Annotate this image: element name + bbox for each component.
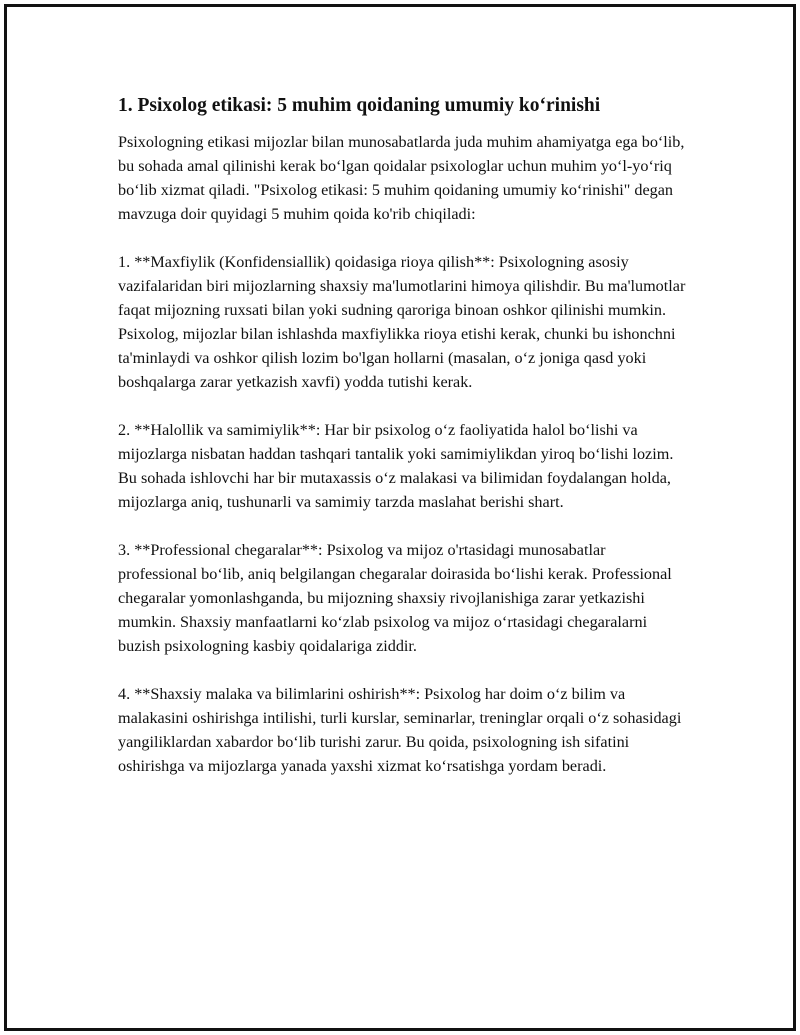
rule-4-paragraph: 4. **Shaxsiy malaka va bilimlarini oshirish**: Psixolog har doim o‘z bilim va malakasini oshirishga intilishi, turli kurslar, seminarlar, treninglar orqali o‘z sohasidagi yangiliklardan xabardor bo‘lib turishi zarur. Bu qoida, psixologning ish sifatini oshirishga va mijozlarga yanada yaxshi xizmat ko‘rsatishga yordam beradi. bbox=[118, 685, 682, 775]
document-body bbox=[118, 94, 688, 802]
rule-1-paragraph: 1. **Maxfiylik (Konfidensiallik) qoidasiga rioya qilish**: Psixologning asosiy vazifalaridan biri mijozlarning shaxsiy ma'lumotlarini himoya qilishdir. Bu ma'lumotlar faqat mijozning ruxsati bilan yoki sudning qaroriga binoan oshkor qilinishi mumkin. Psixolog, mijozlar bilan ishlashda maxfiylikka rioya etishi kerak, chunki bu ishonchni ta'minlaydi va oshkor qilish lozim bo'lgan hollarni (masalan, o‘z joniga qasd yoki boshqalarga zarar yetkazish xavfi) yodda tutishi kerak. bbox=[118, 253, 686, 391]
intro-paragraph: Psixologning etikasi mijozlar bilan munosabatlarda juda muhim ahamiyatga ega bo‘lib, bu sohada amal qilinishi kerak bo‘lgan qoidalar psixologlar uchun muhim yo‘l-yo‘riq bo‘lib xizmat qiladi. "Psixolog etikasi: 5 muhim qoidaning umumiy ko‘rinishi" degan mavzuga doir quyidagi 5 muhim qoida ko'rib chiqiladi: bbox=[118, 133, 685, 223]
document-title: 1. Psixolog etikasi: 5 muhim qoidaning umumiy ko‘rinishi bbox=[118, 95, 601, 116]
rule-2-paragraph: 2. **Halollik va samimiylik**: Har bir psixolog o‘z faoliyatida halol bo‘lishi va mijozlarga nisbatan haddan tashqari tantalik yoki samimiylikdan yiroq bo‘lishi lozim. Bu sohada ishlovchi har bir mutaxassis o‘z malakasi va bilimidan foydalangan holda, mijozlarga aniq, tushunarli va samimiy tarzda maslahat berishi shart. bbox=[118, 421, 674, 511]
rule-3-paragraph: 3. **Professional chegaralar**: Psixolog va mijoz o'rtasidagi munosabatlar professional bo‘lib, aniq belgilangan chegaralar doirasida bo‘lishi kerak. Professional chegaralar yomonlashganda, bu mijozning shaxsiy rivojlanishiga zarar yetkazishi mumkin. Shaxsiy manfaatlarni ko‘zlab psixolog va mijoz o‘rtasidagi chegaralarni buzish psixologning kasbiy qoidalariga ziddir. bbox=[118, 541, 672, 655]
